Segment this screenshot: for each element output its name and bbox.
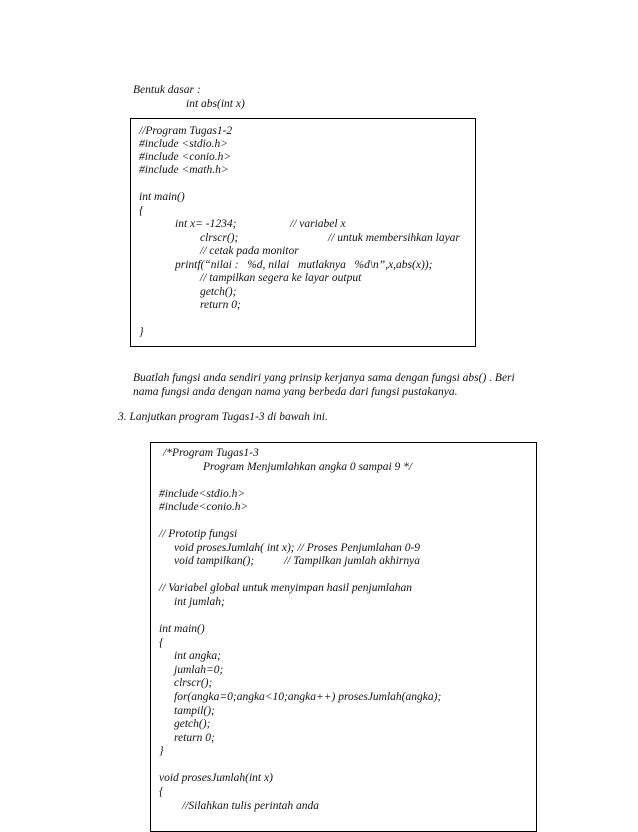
code-line: #include<conio.h> <box>159 501 249 513</box>
code-line: Program Menjumlahkan angka 0 sampai 9 */ <box>203 461 413 473</box>
code-line: { <box>159 786 164 798</box>
code-line: int angka; <box>174 650 221 662</box>
code-line: { <box>159 637 164 649</box>
code-comment: // cetak pada monitor <box>200 245 299 257</box>
code-line: return 0; <box>200 299 241 311</box>
code-line: #include <stdio.h> <box>139 138 228 150</box>
code-line: getch(); <box>174 718 211 730</box>
intro-heading: Bentuk dasar : <box>133 84 201 96</box>
code-line: clrscr(); <box>200 232 239 244</box>
code-line: int jumlah; <box>174 596 225 608</box>
task-text-line: Buatlah fungsi anda sendiri yang prinsip kerjanya sama dengan fungsi abs() . Beri <box>133 372 515 384</box>
code-comment: // variabel x <box>290 218 346 230</box>
code-line: } <box>139 326 144 338</box>
code-line: void prosesJumlah( int x); // Proses Penjumlahan 0-9 <box>174 542 421 554</box>
code-line: #include <conio.h> <box>139 151 232 163</box>
code-line: /*Program Tugas1-3 <box>163 447 259 459</box>
code-comment: // Variabel global untuk menyimpan hasil penjumlahan <box>159 582 412 594</box>
code-line: clrscr(); <box>174 677 213 689</box>
code-comment: // Tampilkan jumlah akhirnya <box>284 555 420 567</box>
code-line: tampil(); <box>174 705 215 717</box>
code-line: int x= -1234; <box>175 218 237 230</box>
code-line: void tampilkan(); <box>174 555 255 567</box>
code-line: { <box>139 205 144 217</box>
code-line: int main() <box>159 623 205 635</box>
code-line: #include<stdio.h> <box>159 488 246 500</box>
code-line: } <box>159 745 164 757</box>
code-comment: //Silahkan tulis perintah anda <box>182 800 320 812</box>
code-line: printf(“nilai : %d, nilai mutlaknya %d\n”,x,abs(x)); <box>175 259 433 271</box>
code-line: #include <math.h> <box>139 164 229 176</box>
code-comment: // tampilkan segera ke layar output <box>200 272 362 284</box>
code-comment: // Prototip fungsi <box>159 528 238 540</box>
item-3-heading: 3. Lanjutkan program Tugas1-3 di bawah ini. <box>118 411 328 423</box>
task-text-line: nama fungsi anda dengan nama yang berbeda dari fungsi pustakanya. <box>133 386 458 398</box>
code-line: return 0; <box>174 732 215 744</box>
code-line: //Program Tugas1-2 <box>139 125 233 137</box>
code-comment: // untuk membersihkan layar <box>328 232 460 244</box>
code-line: getch(); <box>200 286 237 298</box>
code-line: jumlah=0; <box>174 664 224 676</box>
code-line: for(angka=0;angka<10;angka++) prosesJumlah(angka); <box>174 691 442 703</box>
code-line: int main() <box>139 191 185 203</box>
code-line: void prosesJumlah(int x) <box>159 772 273 784</box>
function-signature: int abs(int x) <box>186 98 245 110</box>
